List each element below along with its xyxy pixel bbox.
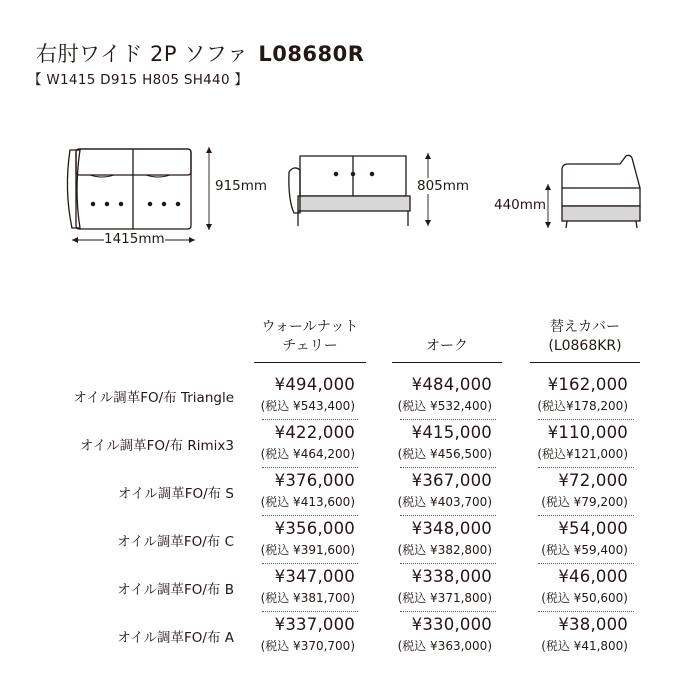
- row-divider: [538, 515, 634, 516]
- row-label: オイル調革FO/布 Rimix3: [79, 438, 234, 454]
- column-divider: [254, 362, 366, 363]
- row-divider: [538, 467, 634, 468]
- sofa-top-view: [67, 147, 212, 243]
- tax-included-price: (税込 ¥532,400): [397, 399, 492, 413]
- sofa-drawings: [0, 0, 700, 270]
- seat-height-dimension-label: 440mm: [494, 197, 547, 213]
- height-dimension-label: 805mm: [417, 178, 470, 194]
- column-divider: [530, 362, 640, 363]
- price-value: ¥367,000: [411, 471, 492, 490]
- column-divider: [392, 362, 502, 363]
- tax-included-price: (税込 ¥370,700): [260, 639, 355, 653]
- row-divider: [538, 563, 634, 564]
- price-value: ¥348,000: [411, 519, 492, 538]
- row-divider: [262, 515, 358, 516]
- price-value: ¥46,000: [558, 567, 628, 586]
- tax-included-price: (税込 ¥41,800): [541, 639, 628, 653]
- tax-included-price: (税込 ¥79,200): [541, 495, 628, 509]
- tax-included-price: (税込 ¥371,800): [397, 591, 492, 605]
- row-divider: [400, 515, 496, 516]
- price-value: ¥162,000: [547, 375, 628, 394]
- tax-included-price: (税込 ¥456,500): [397, 447, 492, 461]
- row-label: オイル調革FO/布 C: [117, 534, 234, 550]
- row-label: オイル調革FO/布 B: [117, 582, 234, 598]
- width-dimension-label: 1415mm: [104, 231, 165, 247]
- row-divider: [262, 563, 358, 564]
- product-name: 右肘ワイド 2P ソファ: [36, 42, 249, 66]
- row-divider: [262, 467, 358, 468]
- sofa-front-view: [289, 153, 431, 226]
- tax-included-price: (税込 ¥363,000): [397, 639, 492, 653]
- tax-included-price: (税込 ¥381,700): [260, 591, 355, 605]
- price-value: ¥484,000: [411, 375, 492, 394]
- column-header-walnut-cherry: ウォールナット チェリー: [261, 319, 359, 354]
- price-value: ¥494,000: [274, 375, 355, 394]
- price-value: ¥54,000: [558, 519, 628, 538]
- row-label: オイル調革FO/布 Triangle: [73, 390, 234, 406]
- row-divider: [538, 611, 634, 612]
- tax-included-price: (税込 ¥59,400): [541, 543, 628, 557]
- tax-included-price: (税込 ¥464,200): [260, 447, 355, 461]
- tax-included-price: (税込 ¥543,400): [260, 399, 355, 413]
- column-header-oak: オーク: [426, 338, 468, 354]
- price-value: ¥38,000: [558, 615, 628, 634]
- price-value: ¥347,000: [274, 567, 355, 586]
- tax-included-price: (税込 ¥382,800): [397, 543, 492, 557]
- sofa-side-view: [545, 155, 640, 228]
- tax-included-price: (税込¥121,000): [537, 447, 628, 461]
- row-divider: [400, 419, 496, 420]
- row-divider: [400, 467, 496, 468]
- row-divider: [262, 611, 358, 612]
- row-label: オイル調革FO/布 A: [117, 630, 234, 646]
- product-dimensions: 【 W1415 D915 H805 SH440 】: [28, 72, 249, 88]
- price-value: ¥356,000: [274, 519, 355, 538]
- row-divider: [400, 563, 496, 564]
- price-value: ¥72,000: [558, 471, 628, 490]
- tax-included-price: (税込¥178,200): [537, 399, 628, 413]
- depth-dimension-label: 915mm: [215, 178, 268, 194]
- price-value: ¥376,000: [274, 471, 355, 490]
- row-divider: [400, 611, 496, 612]
- tax-included-price: (税込 ¥413,600): [260, 495, 355, 509]
- row-divider: [538, 419, 634, 420]
- tax-included-price: (税込 ¥403,700): [397, 495, 492, 509]
- price-value: ¥110,000: [547, 423, 628, 442]
- price-value: ¥422,000: [274, 423, 355, 442]
- product-model: L08680R: [258, 42, 365, 66]
- price-value: ¥338,000: [411, 567, 492, 586]
- price-value: ¥415,000: [411, 423, 492, 442]
- price-value: ¥330,000: [411, 615, 492, 634]
- row-label: オイル調革FO/布 S: [117, 486, 234, 502]
- tax-included-price: (税込 ¥391,600): [260, 543, 355, 557]
- column-header-replacement-cover: 替えカバー (L0868KR): [548, 319, 622, 354]
- price-value: ¥337,000: [274, 615, 355, 634]
- tax-included-price: (税込 ¥50,600): [541, 591, 628, 605]
- row-divider: [262, 419, 358, 420]
